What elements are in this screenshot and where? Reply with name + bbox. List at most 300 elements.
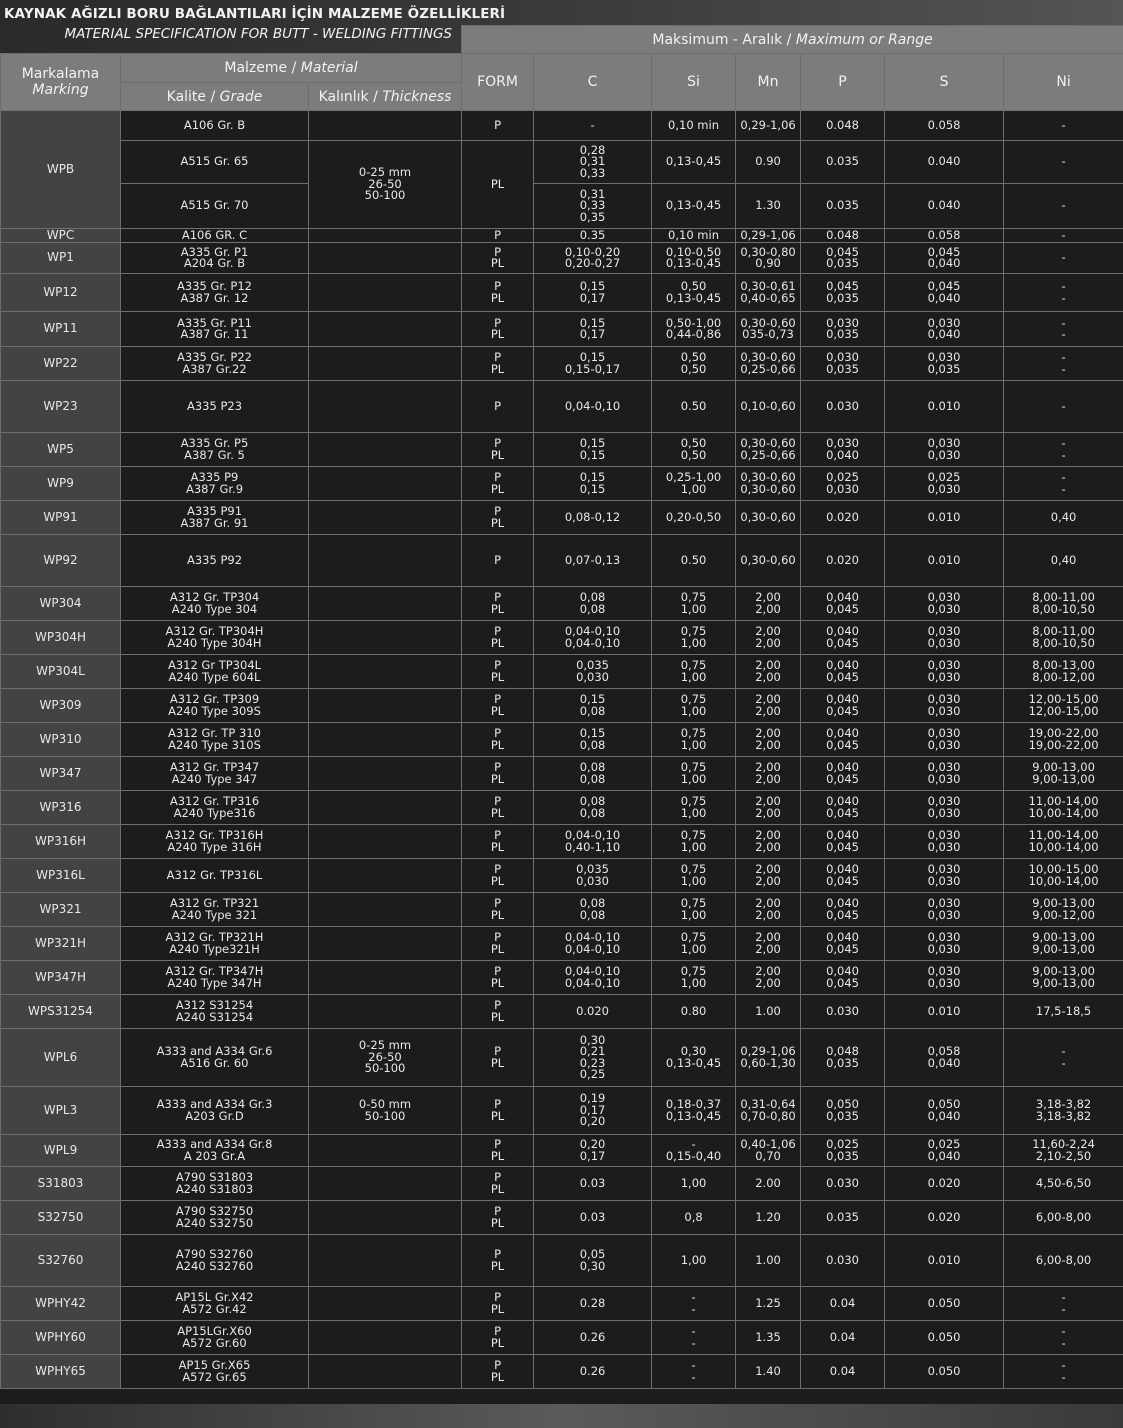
thickness-cell [309, 621, 462, 655]
grade-cell-line: A515 Gr. 70 [180, 198, 249, 213]
table-row [1, 111, 1123, 141]
ni-cell [1004, 995, 1123, 1029]
p-cell-line: 0,045 [826, 839, 859, 854]
thickness-cell [309, 467, 462, 501]
ni-cell-line: - [1061, 350, 1066, 364]
c-cell-line: 0,08 [579, 760, 606, 774]
marking-cell: WP304H [1, 621, 121, 655]
grade-cell [121, 893, 309, 927]
grade-cell-line: A240 Type 347H [167, 975, 262, 990]
grade-cell [121, 689, 309, 723]
p-cell [801, 1029, 885, 1087]
grade-cell-line: A240 Type 316H [167, 839, 262, 854]
mn-cell-line: 2,00 [755, 703, 781, 718]
mn-cell-line: 2,00 [755, 975, 781, 990]
form-cell-line: P [494, 862, 501, 876]
c-cell-line: 0,15 [579, 350, 606, 364]
ni-cell-line: - [1061, 447, 1066, 462]
thickness-cell-line: 50-100 [364, 1061, 406, 1076]
c-cell-line: 0,15 [579, 447, 606, 462]
thickness-cell [309, 689, 462, 723]
c-cell-line: 0,04-0,10 [564, 941, 621, 956]
mn-cell-line: 0,30-0,60 [740, 315, 796, 330]
s-cell-line: 0,030 [927, 692, 961, 706]
table-row [1, 274, 1123, 312]
form-cell [462, 1167, 534, 1201]
form-cell-line: PL [490, 515, 505, 530]
form-cell-line: PL [490, 1215, 505, 1230]
ni-cell-line: 11,60-2,24 [1032, 1137, 1095, 1151]
form-cell-line: PL [490, 1009, 505, 1024]
ni-cell [1004, 1087, 1123, 1135]
marking-cell: WP11 [1, 312, 121, 347]
grade-cell [121, 1235, 309, 1287]
range-header: Maksimum - Aralık / Maximum or Range [462, 26, 1123, 54]
mn-cell [736, 229, 801, 243]
p-cell-line: 0.030 [826, 1252, 859, 1267]
grade-cell [121, 501, 309, 535]
s-cell-line: 0,030 [927, 975, 961, 990]
mn-cell-line: 2,00 [755, 771, 781, 786]
s-cell-line: 0,030 [927, 828, 961, 842]
ni-cell [1004, 1321, 1123, 1355]
ni-cell-line: 4,50-6,50 [1035, 1175, 1092, 1190]
form-cell-line: PL [490, 290, 505, 305]
thickness-cell [309, 243, 462, 274]
grade-cell [121, 621, 309, 655]
thickness-cell [309, 1087, 462, 1135]
si-cell [652, 655, 736, 689]
c-header: C [534, 54, 652, 111]
form-cell [462, 274, 534, 312]
grade-cell-line: A312 Gr TP304L [167, 658, 262, 672]
mn-cell [736, 467, 801, 501]
marking-cell: WPC [1, 229, 121, 243]
form-cell-line: PL [490, 176, 505, 191]
s-cell-line: 0,030 [927, 805, 961, 820]
si-cell-line: 0,50 [680, 436, 707, 450]
marking-cell: WP316L [1, 859, 121, 893]
s-cell-line: 0,040 [927, 327, 961, 341]
s-cell [885, 347, 1004, 381]
s-cell [885, 1321, 1004, 1355]
form-cell-line: PL [490, 1108, 505, 1123]
si-cell-line: 0,75 [680, 760, 707, 774]
c-cell-line: 0,23 [579, 1055, 606, 1070]
p-cell-line: 0,035 [826, 1055, 859, 1070]
p-cell [801, 893, 885, 927]
grade-cell-line: A335 P92 [186, 552, 243, 567]
ni-cell [1004, 723, 1123, 757]
form-cell [462, 1201, 534, 1235]
grade-header: Kalite / Grade [121, 83, 309, 111]
ni-cell-line: 9,00-13,00 [1032, 930, 1095, 944]
form-cell-line: P [494, 504, 501, 518]
ni-cell [1004, 757, 1123, 791]
grade-cell-line: A335 Gr. P5 [180, 436, 249, 450]
grade-cell-line: A312 Gr. TP316L [166, 867, 263, 882]
si-cell-line: 0,75 [680, 624, 707, 638]
grade-cell [121, 791, 309, 825]
ni-cell-line: - [1061, 279, 1066, 293]
thickness-cell [309, 1235, 462, 1287]
mn-cell [736, 1355, 801, 1389]
si-cell [652, 1087, 736, 1135]
s-cell-line: 0,030 [927, 794, 961, 808]
si-cell [652, 689, 736, 723]
c-cell [534, 927, 652, 961]
si-cell [652, 621, 736, 655]
c-cell [534, 381, 652, 433]
mn-cell [736, 347, 801, 381]
si-cell-line: 0,8 [684, 1209, 703, 1224]
table-row [1, 467, 1123, 501]
grade-cell [121, 347, 309, 381]
p-cell-line: 0,048 [826, 1044, 859, 1058]
s-cell [885, 1087, 1004, 1135]
si-cell-line: 1,00 [680, 941, 707, 956]
grade-cell [121, 141, 309, 184]
c-cell [534, 467, 652, 501]
marking-cell: WP347 [1, 757, 121, 791]
mn-cell-line: 0,30-0,60 [740, 552, 796, 567]
s-cell-line: 0,030 [927, 635, 961, 650]
form-cell-line: PL [490, 1335, 505, 1350]
mn-cell-line: 0,25-0,66 [740, 361, 796, 376]
c-cell-line: 0,08 [579, 703, 606, 718]
p-cell [801, 995, 885, 1029]
marking-cell: WP22 [1, 347, 121, 381]
form-header: FORM [462, 54, 534, 111]
ni-cell-line: - [1061, 1290, 1066, 1304]
s-cell-line: 0.010 [927, 1003, 961, 1018]
c-cell-line: 0,030 [576, 669, 609, 684]
ni-cell-line: - [1061, 290, 1066, 305]
mn-cell [736, 141, 801, 184]
ni-cell [1004, 141, 1123, 184]
ni-cell-line: 9,00-12,00 [1032, 907, 1095, 922]
thickness-cell [309, 927, 462, 961]
si-cell-line: - [691, 1137, 696, 1151]
si-cell [652, 501, 736, 535]
mn-cell-line: 035-0,73 [742, 327, 794, 341]
mn-cell [736, 274, 801, 312]
si-cell-line: 0,75 [680, 930, 707, 944]
si-cell-line: 0,50-1,00 [665, 315, 722, 330]
grade-cell-line: A240 S31254 [175, 1009, 254, 1024]
si-cell-line: - [691, 1335, 696, 1350]
mn-cell-line: 2.00 [755, 1175, 781, 1190]
marking-cell: WP9 [1, 467, 121, 501]
mn-cell [736, 184, 801, 229]
grade-cell-line: A790 S32760 [175, 1247, 254, 1261]
si-cell-line: 0,75 [680, 862, 707, 876]
marking-cell: WPS31254 [1, 995, 121, 1029]
p-cell-line: 0.048 [826, 228, 859, 242]
p-cell [801, 535, 885, 587]
c-cell-line: 0,30 [579, 1032, 606, 1047]
si-cell [652, 111, 736, 141]
form-cell-line: P [494, 1097, 501, 1111]
si-cell [652, 757, 736, 791]
mn-cell-line: 2,00 [755, 658, 781, 672]
c-cell [534, 229, 652, 243]
thickness-cell-line: 0-25 mm [358, 1038, 412, 1053]
si-cell-line: 0,13-0,45 [665, 290, 722, 305]
si-cell-line: 1,00 [680, 873, 707, 888]
form-cell [462, 927, 534, 961]
thickness-cell [309, 961, 462, 995]
mn-cell [736, 1029, 801, 1087]
form-cell-line: P [494, 1324, 501, 1338]
grade-cell [121, 1029, 309, 1087]
table-row [1, 501, 1123, 535]
c-cell-line: 0,035 [576, 862, 609, 876]
s-cell [885, 141, 1004, 184]
ni-cell-line: - [1061, 361, 1066, 376]
mn-cell-line: 0,60-1,30 [740, 1055, 796, 1070]
si-cell-line: 1,00 [680, 1252, 707, 1267]
p-cell-line: 0,045 [826, 771, 859, 786]
grade-cell-line: A240 S31803 [175, 1181, 254, 1196]
c-cell-line: 0,15 [579, 481, 606, 496]
marking-cell: WPL3 [1, 1087, 121, 1135]
p-cell [801, 347, 885, 381]
form-cell-line: P [494, 470, 501, 484]
c-cell-line: 0,04-0,10 [564, 930, 621, 944]
table-row [1, 995, 1123, 1029]
c-cell-line: 0,04-0,10 [564, 964, 621, 978]
p-cell-line: 0,040 [826, 862, 859, 876]
ni-cell-line: - [1061, 481, 1066, 496]
s-cell [885, 1135, 1004, 1167]
p-cell-line: 0,040 [826, 658, 859, 672]
ni-cell [1004, 1355, 1123, 1389]
si-cell [652, 229, 736, 243]
si-cell-line: 1,00 [680, 669, 707, 684]
s-cell [885, 825, 1004, 859]
ni-cell-line: 17,5-18,5 [1035, 1003, 1092, 1018]
ni-cell-line: 8,00-13,00 [1032, 658, 1095, 672]
p-cell-line: 0,040 [826, 624, 859, 638]
si-cell [652, 961, 736, 995]
grade-cell [121, 1287, 309, 1321]
si-cell-line: 0,44-0,86 [665, 327, 722, 341]
s-cell-line: 0,045 [927, 244, 961, 259]
mn-cell-line: 0,30-0,60 [740, 509, 796, 524]
si-cell [652, 927, 736, 961]
si-cell-line: 0,50 [680, 279, 707, 293]
p-cell [801, 1087, 885, 1135]
s-cell-line: 0,030 [927, 941, 961, 956]
ni-cell [1004, 689, 1123, 723]
p-cell [801, 1135, 885, 1167]
c-cell-line: 0.35 [579, 228, 606, 242]
p-cell-line: 0,030 [826, 481, 859, 496]
c-cell-line: 0,05 [579, 1247, 606, 1261]
p-cell [801, 791, 885, 825]
c-cell [534, 655, 652, 689]
form-cell-line: P [494, 658, 501, 672]
thickness-cell [309, 312, 462, 347]
form-cell-line: PL [490, 805, 505, 820]
mn-cell [736, 1201, 801, 1235]
p-cell-line: 0,040 [826, 930, 859, 944]
form-cell [462, 467, 534, 501]
table-row [1, 229, 1123, 243]
c-cell-line: 0,25 [579, 1067, 606, 1081]
mn-cell [736, 927, 801, 961]
grade-cell [121, 723, 309, 757]
grade-cell-line: A240 Type 309S [168, 703, 261, 718]
p-cell-line: 0,050 [826, 1097, 859, 1111]
s-cell [885, 184, 1004, 229]
c-cell [534, 347, 652, 381]
ni-cell [1004, 893, 1123, 927]
form-cell [462, 689, 534, 723]
grade-cell-line: A387 Gr. 91 [180, 515, 249, 530]
grade-cell [121, 757, 309, 791]
mn-cell-line: 0,30-0,60 [740, 481, 796, 496]
s-cell-line: 0,050 [927, 1097, 961, 1111]
marking-cell: WPL9 [1, 1135, 121, 1167]
s-cell-line: 0,030 [927, 624, 961, 638]
form-cell [462, 501, 534, 535]
grade-cell [121, 312, 309, 347]
ni-cell [1004, 501, 1123, 535]
mn-cell-line: 0,70-0,80 [740, 1108, 796, 1123]
s-cell-line: 0,030 [927, 907, 961, 922]
s-cell [885, 961, 1004, 995]
c-cell [534, 1029, 652, 1087]
p-cell [801, 961, 885, 995]
grade-cell-line: A387 Gr. 5 [184, 447, 245, 462]
mn-cell-line: 0,40-0,65 [740, 290, 796, 305]
c-cell-line: 0,04-0,10 [564, 635, 621, 650]
ni-cell [1004, 791, 1123, 825]
si-cell-line: 1,00 [680, 1175, 707, 1190]
s-cell-line: 0,035 [927, 361, 961, 376]
s-cell-line: 0,030 [927, 930, 961, 944]
grade-cell [121, 1355, 309, 1389]
ni-cell [1004, 111, 1123, 141]
form-cell [462, 859, 534, 893]
c-cell-line: 0,15 [579, 692, 606, 706]
p-cell [801, 723, 885, 757]
grade-cell-line: A240 Type321H [169, 941, 260, 956]
mn-cell-line: 0,25-0,66 [740, 447, 796, 462]
p-cell [801, 655, 885, 689]
c-cell-line: 0,17 [579, 1102, 606, 1117]
c-cell-line: 0,35 [579, 209, 606, 224]
grade-cell-line: A312 Gr. TP321 [169, 896, 260, 910]
grade-cell-line: A240 S32760 [175, 1258, 254, 1273]
ni-cell [1004, 825, 1123, 859]
c-cell [534, 587, 652, 621]
grade-cell-line: A240 Type 604L [168, 669, 261, 684]
form-cell [462, 229, 534, 243]
form-cell-line: PL [490, 1301, 505, 1316]
c-cell-line: 0,15 [579, 279, 606, 293]
s-cell-line: 0.050 [927, 1295, 961, 1310]
ni-cell-line: 10,00-15,00 [1028, 862, 1099, 876]
s-cell [885, 111, 1004, 141]
mn-cell-line: 2,00 [755, 601, 781, 616]
form-cell-line: PL [490, 256, 505, 270]
form-cell-line: P [494, 624, 501, 638]
mn-cell [736, 1235, 801, 1287]
c-cell [534, 757, 652, 791]
si-cell-line: 0,13-0,45 [665, 198, 722, 213]
si-cell-line: 0,50 [680, 361, 707, 376]
table-row [1, 689, 1123, 723]
c-cell-line: 0,035 [576, 658, 609, 672]
s-cell-line: 0.040 [927, 198, 961, 213]
si-cell-line: - [691, 1358, 696, 1372]
si-cell-line: 0,75 [680, 896, 707, 910]
p-cell-line: 0,035 [826, 1108, 859, 1123]
p-cell-line: 0,040 [826, 896, 859, 910]
mn-cell [736, 961, 801, 995]
mn-cell-line: 2,00 [755, 828, 781, 842]
grade-cell [121, 1167, 309, 1201]
c-cell-line: 0,20 [579, 1114, 606, 1129]
marking-cell: WP304L [1, 655, 121, 689]
c-cell-line: 0,17 [579, 290, 606, 305]
thickness-cell [309, 655, 462, 689]
grade-cell-line: A312 Gr. TP 310 [168, 726, 261, 740]
thickness-cell [309, 791, 462, 825]
si-cell-line: 0,13-0,45 [665, 154, 722, 169]
form-cell-line: PL [490, 635, 505, 650]
s-cell-line: 0,040 [927, 1055, 961, 1070]
c-cell-line: 0,15 [579, 726, 606, 740]
form-cell [462, 893, 534, 927]
form-cell-line: PL [490, 1258, 505, 1273]
si-cell-line: 0,50 [680, 447, 707, 462]
c-cell [534, 1355, 652, 1389]
ni-cell-line: 19,00-22,00 [1028, 726, 1099, 740]
p-cell-line: 0,040 [826, 794, 859, 808]
grade-cell-line: A312 Gr. TP347H [165, 964, 264, 978]
s-cell-line: 0,030 [927, 737, 961, 752]
grade-cell-line: A572 Gr.65 [182, 1369, 247, 1384]
mn-cell [736, 243, 801, 274]
mn-cell [736, 757, 801, 791]
mn-cell-line: 2,00 [755, 669, 781, 684]
si-cell [652, 1235, 736, 1287]
ni-cell-line: 9,00-13,00 [1032, 760, 1095, 774]
ni-cell-line: - [1061, 1369, 1066, 1384]
si-cell-line: - [691, 1301, 696, 1316]
s-cell [885, 229, 1004, 243]
ni-cell-line: 9,00-13,00 [1032, 941, 1095, 956]
si-cell-line: 0,75 [680, 964, 707, 978]
p-cell-line: 0,045 [826, 279, 859, 293]
marking-cell: WP316H [1, 825, 121, 859]
marking-cell: S31803 [1, 1167, 121, 1201]
form-cell-line: P [494, 896, 501, 910]
table-row [1, 1201, 1123, 1235]
grade-cell-line: A335 Gr. P22 [177, 350, 252, 364]
mn-cell [736, 501, 801, 535]
mn-cell-line: 0,29-1,06 [740, 117, 796, 132]
si-cell-line: 1,00 [680, 737, 707, 752]
thickness-cell [309, 274, 462, 312]
si-cell-line: 0,10 min [668, 228, 719, 242]
mn-cell-line: 0,30-0,60 [740, 436, 796, 450]
form-cell [462, 1287, 534, 1321]
